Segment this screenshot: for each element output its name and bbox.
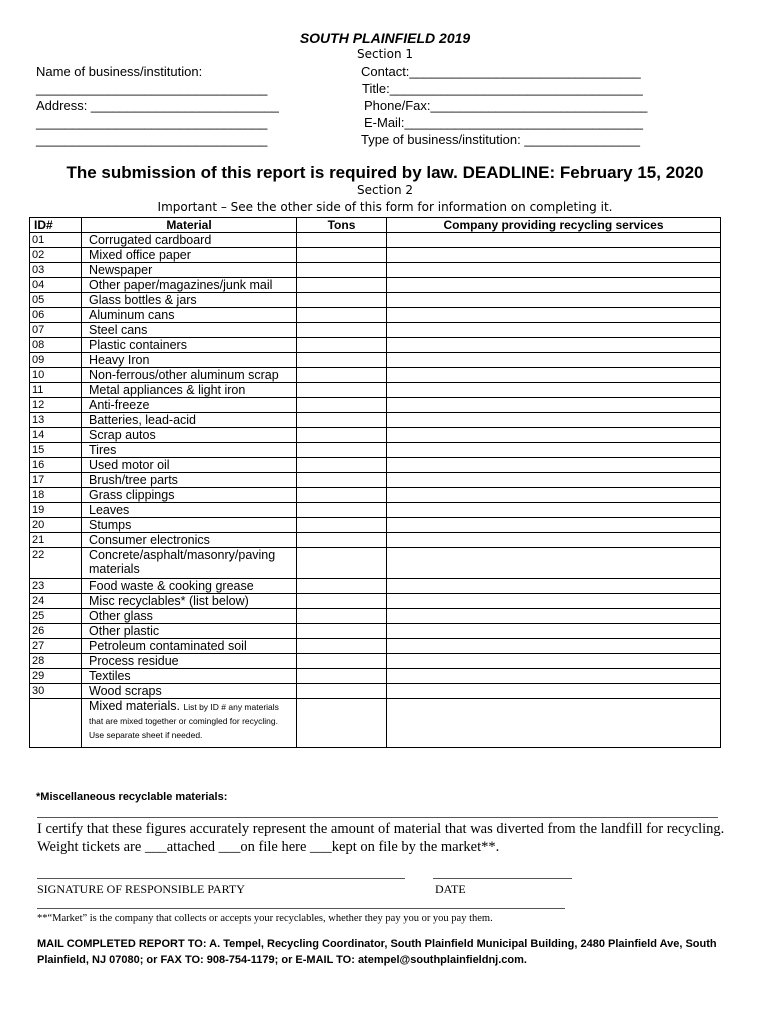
row-company-input[interactable] [387,488,721,503]
row-company-input[interactable] [387,233,721,248]
row-company-input[interactable] [387,609,721,624]
row-company-input[interactable] [387,293,721,308]
row-id: 19 [30,503,82,518]
row-company-input[interactable] [387,458,721,473]
row-material: Corrugated cardboard [82,233,297,248]
row-company-input[interactable] [387,503,721,518]
row-material: Textiles [82,669,297,684]
row-id: 09 [30,353,82,368]
table-row [30,684,721,699]
row-tons-input[interactable] [297,654,387,669]
row-id-empty [30,699,82,748]
row-company-input[interactable] [387,533,721,548]
row-id: 08 [30,338,82,353]
row-company-input[interactable] [387,278,721,293]
table-row [30,383,721,398]
table-row [30,368,721,383]
important-note: Important – See the other side of this form for information on completing it. [157,200,613,214]
table-row-mixed [30,699,721,748]
row-material: Heavy Iron [82,353,297,368]
row-company-input[interactable] [387,639,721,654]
row-material: Used motor oil [82,458,297,473]
row-material: Wood scraps [82,684,297,699]
row-id: 03 [30,263,82,278]
row-material: Concrete/asphalt/masonry/paving materials [82,548,297,579]
footnote-divider [37,908,565,909]
table-row [30,263,721,278]
row-material: Glass bottles & jars [82,293,297,308]
row-tons-input[interactable] [297,488,387,503]
row-tons-input[interactable] [297,579,387,594]
table-row [30,458,721,473]
row-id: 20 [30,518,82,533]
row-material: Mixed office paper [82,248,297,263]
row-tons-input[interactable] [297,353,387,368]
row-company-input[interactable] [387,669,721,684]
table-row [30,473,721,488]
row-tons-input[interactable] [297,398,387,413]
row-company-input[interactable] [387,413,721,428]
row-id: 10 [30,368,82,383]
row-mixed-material [82,699,297,748]
row-id: 27 [30,639,82,654]
signature-label: SIGNATURE OF RESPONSIBLE PARTY [37,882,245,896]
row-tons-input[interactable] [297,428,387,443]
row-material: Petroleum contaminated soil [82,639,297,654]
row-material: Aluminum cans [82,308,297,323]
row-tons-input[interactable] [297,338,387,353]
row-tons-input[interactable] [297,293,387,308]
row-company-input[interactable] [387,398,721,413]
row-company-input[interactable] [387,594,721,609]
row-company-input[interactable] [387,684,721,699]
row-company-input[interactable] [387,428,721,443]
certification-text: I certify that these figures accurately represent the amount of material that was diverted from the landfill for recycling. Weight tickets are ___attached ___on file here ___kept on file by the market**. [37,821,725,855]
header-id: ID# [30,218,82,233]
row-id: 07 [30,323,82,338]
row-company-input[interactable] [387,323,721,338]
row-material: Consumer electronics [82,533,297,548]
row-tons-input[interactable] [297,233,387,248]
row-tons-input[interactable] [297,639,387,654]
table-row [30,338,721,353]
title-field[interactable]: Title:___________________________________ [362,81,643,96]
table-row [30,533,721,548]
row-tons-input[interactable] [297,368,387,383]
address-line-3[interactable]: ________________________________ [36,132,268,147]
table-row [30,579,721,594]
row-company-input[interactable] [387,263,721,278]
row-company-input[interactable] [387,518,721,533]
row-company-input[interactable] [387,353,721,368]
row-material: Non-ferrous/other aluminum scrap [82,368,297,383]
materials-table [29,217,721,748]
row-tons-input[interactable] [297,594,387,609]
row-company-input[interactable] [387,368,721,383]
row-company-input[interactable] [387,548,721,579]
row-id: 29 [30,669,82,684]
row-material: Metal appliances & light iron [82,383,297,398]
section-1-label: Section 1 [356,47,414,61]
table-header-row [30,218,721,233]
row-id: 24 [30,594,82,609]
row-id: 14 [30,428,82,443]
table-row [30,293,721,308]
row-material: Process residue [82,654,297,669]
table-row [30,594,721,609]
email-field[interactable]: E-Mail:_________________________________ [364,115,644,130]
row-material: Anti-freeze [82,398,297,413]
header-tons: Tons [297,218,387,233]
row-tons-input[interactable] [297,533,387,548]
name-label: Name of business/institution: [36,64,203,79]
row-id: 02 [30,248,82,263]
mixed-label: Mixed materials. [89,699,180,713]
phone-fax-field[interactable]: Phone/Fax:______________________________ [364,98,648,113]
row-material: Stumps [82,518,297,533]
section-2-label: Section 2 [356,183,414,197]
row-id: 15 [30,443,82,458]
table-row [30,398,721,413]
table-row [30,323,721,338]
row-tons-input[interactable] [297,473,387,488]
row-tons-input[interactable] [297,669,387,684]
table-row [30,503,721,518]
form-title: SOUTH PLAINFIELD 2019 [299,30,471,46]
row-tons-input[interactable] [297,699,387,748]
row-id: 30 [30,684,82,699]
row-tons-input[interactable] [297,383,387,398]
row-company-input[interactable] [387,473,721,488]
table-row [30,548,721,579]
row-company-input[interactable] [387,699,721,748]
row-company-input[interactable] [387,383,721,398]
row-company-input[interactable] [387,308,721,323]
row-id: 22 [30,548,82,579]
row-id: 28 [30,654,82,669]
row-material: Brush/tree parts [82,473,297,488]
table-row [30,308,721,323]
row-company-input[interactable] [387,338,721,353]
row-material: Batteries, lead-acid [82,413,297,428]
table-row [30,669,721,684]
row-id: 17 [30,473,82,488]
row-material: Plastic containers [82,338,297,353]
row-id: 04 [30,278,82,293]
table-row [30,233,721,248]
row-material: Steel cans [82,323,297,338]
date-line[interactable] [433,878,572,879]
contact-field[interactable]: Contact:________________________________ [361,64,641,79]
row-tons-input[interactable] [297,263,387,278]
row-id: 01 [30,233,82,248]
date-label: DATE [435,882,466,896]
table-row [30,278,721,293]
address-field[interactable]: Address: __________________________ [36,98,279,113]
row-company-input[interactable] [387,579,721,594]
table-row [30,654,721,669]
row-tons-input[interactable] [297,458,387,473]
row-tons-input[interactable] [297,518,387,533]
row-material: Other plastic [82,624,297,639]
table-row [30,488,721,503]
row-company-input[interactable] [387,654,721,669]
row-tons-input[interactable] [297,443,387,458]
row-material: Newspaper [82,263,297,278]
misc-materials-label: *Miscellaneous recyclable materials: [36,791,228,803]
row-id: 26 [30,624,82,639]
row-id: 23 [30,579,82,594]
row-material: Scrap autos [82,428,297,443]
table-row [30,443,721,458]
row-tons-input[interactable] [297,548,387,579]
row-material: Leaves [82,503,297,518]
mail-instructions: MAIL COMPLETED REPORT TO: A. Tempel, Recycling Coordinator, South Plainfield Municipal Building, 2480 Plainfield Ave, South Plainfield, NJ 07080; or FAX TO: 908-754-1179; or E-MAIL TO: atempel@southplainfieldnj.com. [37,938,717,966]
header-material: Material [82,218,297,233]
row-id: 13 [30,413,82,428]
row-id: 25 [30,609,82,624]
row-tons-input[interactable] [297,278,387,293]
row-material: Grass clippings [82,488,297,503]
row-tons-input[interactable] [297,323,387,338]
row-material: Other glass [82,609,297,624]
row-company-input[interactable] [387,443,721,458]
row-company-input[interactable] [387,624,721,639]
row-tons-input[interactable] [297,684,387,699]
table-row [30,624,721,639]
mixed-note: List by ID # any materials that are mixed together or comingled for recycling. Use separate sheet if needed. [89,702,279,740]
row-id: 18 [30,488,82,503]
table-row [30,353,721,368]
business-type-field[interactable]: Type of business/institution: ________________ [361,132,640,147]
signature-line[interactable] [37,878,405,879]
table-row [30,518,721,533]
row-tons-input[interactable] [297,413,387,428]
row-material: Food waste & cooking grease [82,579,297,594]
name-field[interactable]: ________________________________ [36,81,268,96]
row-id: 16 [30,458,82,473]
misc-materials-line[interactable] [37,817,718,818]
row-material: Tires [82,443,297,458]
market-footnote: **“Market” is the company that collects or accepts your recyclables, whether they pay you or you pay them. [37,913,493,924]
row-tons-input[interactable] [297,503,387,518]
table-row [30,639,721,654]
table-row [30,609,721,624]
row-tons-input[interactable] [297,609,387,624]
row-id: 11 [30,383,82,398]
row-tons-input[interactable] [297,308,387,323]
address-line-2[interactable]: ________________________________ [36,115,268,130]
row-id: 12 [30,398,82,413]
row-id: 05 [30,293,82,308]
row-id: 21 [30,533,82,548]
row-id: 06 [30,308,82,323]
row-material: Other paper/magazines/junk mail [82,278,297,293]
deadline-notice: The submission of this report is required by law. DEADLINE: February 15, 2020 [66,163,704,182]
row-tons-input[interactable] [297,624,387,639]
table-row [30,248,721,263]
header-company: Company providing recycling services [387,218,721,233]
row-company-input[interactable] [387,248,721,263]
table-row [30,413,721,428]
table-row [30,428,721,443]
row-tons-input[interactable] [297,248,387,263]
row-material: Misc recyclables* (list below) [82,594,297,609]
